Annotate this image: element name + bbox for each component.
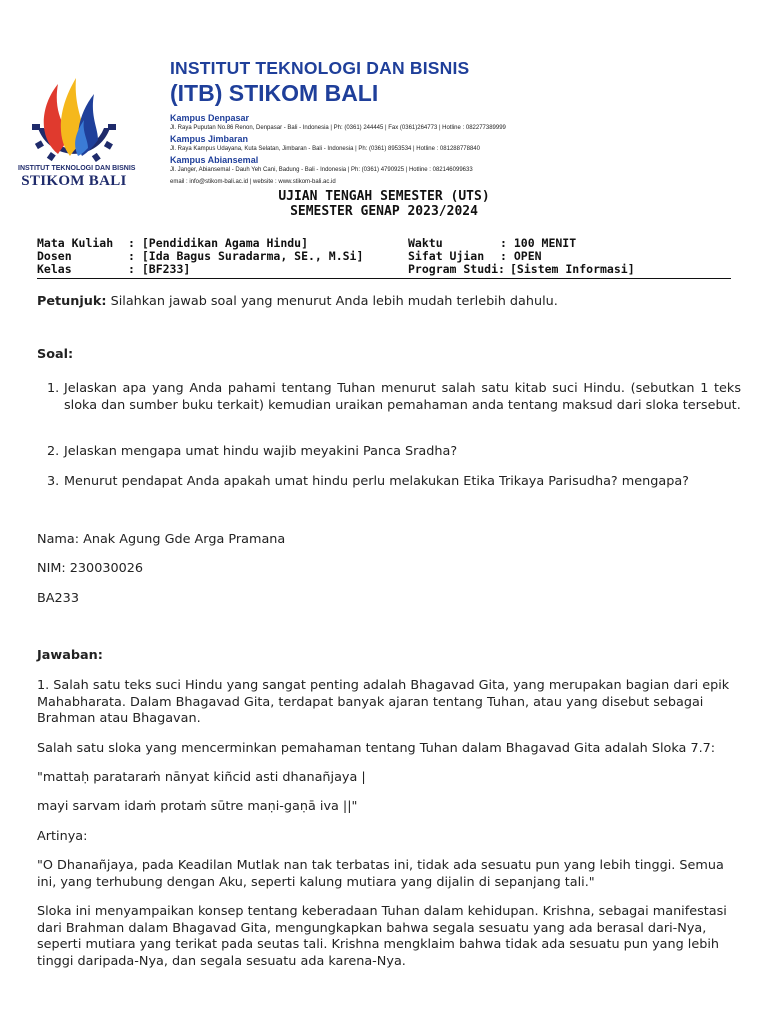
student-name: Nama: Anak Agung Gde Arga Pramana: [37, 532, 286, 547]
question-text: Jelaskan apa yang Anda pahami tentang Tuhan menurut salah satu kitab suci Hindu. (sebutkan 1 teks sloka dan sumber buku terkait) kemudian uraikan pemahaman anda tentang maksud dari sloka tersebut.: [64, 381, 741, 413]
campus-abiansemal-address: Jl. Janger, Abiansemal - Dauh Yeh Cani, Badung - Bali - Indonesia | Ph: (0361) 4790925 | Hotline : 082146099633: [170, 167, 473, 173]
waktu-label: Waktu: [408, 236, 443, 250]
campus-abiansemal-title: Kampus Abiansemal: [170, 155, 259, 165]
question-number: 2.: [47, 444, 60, 459]
petunjuk: [37, 294, 731, 311]
mata-kuliah-value: : [Pendidikan Agama Hindu]: [128, 236, 309, 250]
mata-kuliah-label: Mata Kuliah: [37, 236, 114, 250]
program-studi-value: [Sistem Informasi]: [510, 262, 635, 276]
soal-heading: Soal:: [37, 347, 74, 362]
kelas-label: Kelas: [37, 262, 72, 276]
dosen-value: : [Ida Bagus Suradarma, SE., M.Si]: [128, 249, 364, 263]
campus-jimbaran-title: Kampus Jimbaran: [170, 134, 249, 144]
question-number: 3.: [47, 474, 60, 489]
question-text: Jelaskan mengapa umat hindu wajib meyakini Panca Sradha?: [64, 444, 458, 459]
artinya-label: Artinya:: [37, 829, 88, 844]
kelas-value: : [BF233]: [128, 262, 191, 276]
question-number: 1.: [47, 381, 60, 396]
logo-caption-institute: INSTITUT TEKNOLOGI DAN BISNIS: [18, 165, 136, 172]
sloka-line-2: mayi sarvam idaṁ protaṁ sūtre maṇi-gaṇā iva ||": [37, 799, 358, 814]
campus-denpasar-address: Jl. Raya Puputan No.86 Renon, Denpasar - Bali - Indonesia | Ph: (0361) 244445 | Fax (0361)264773 | Hotline : 082277389999: [170, 125, 506, 131]
petunjuk-label: Petunjuk:: [37, 294, 107, 309]
header-divider: [37, 278, 731, 279]
student-class: BA233: [37, 591, 79, 606]
logo-caption-stikom: STIKOM BALI: [21, 173, 127, 189]
program-studi-label: Program Studi:: [408, 262, 505, 276]
exam-title-line2: SEMESTER GENAP 2023/2024: [290, 204, 478, 219]
institution-name: INSTITUT TEKNOLOGI DAN BISNIS: [170, 58, 470, 78]
exam-title: [0, 189, 768, 219]
jawaban-heading: Jawaban:: [37, 648, 103, 663]
dosen-label: Dosen: [37, 249, 72, 263]
sloka-line-1: "mattaḥ parataraṁ nānyat kiñcid asti dhanañjaya |: [37, 770, 366, 785]
petunjuk-text: Silahkan jawab soal yang menurut Anda lebih mudah terlebih dahulu.: [106, 294, 558, 309]
sloka-translation: "O Dhanañjaya, pada Keadilan Mutlak nan tak terbatas ini, tidak ada sesuatu pun yang lebih tinggi. Semua ini, yang terhubung dengan Aku, seperti kalung mutiara yang dijalin di sepanjang tali.": [37, 858, 724, 890]
student-nim: NIM: 230030026: [37, 561, 144, 576]
waktu-value: : 100 MENIT: [500, 236, 577, 250]
answer-paragraph-2: Salah satu sloka yang mencerminkan pemahaman tentang Tuhan dalam Bhagavad Gita adalah Sloka 7.7:: [37, 741, 716, 756]
campus-denpasar-title: Kampus Denpasar: [170, 113, 250, 123]
answer-paragraph-1: 1. Salah satu teks suci Hindu yang sangat penting adalah Bhagavad Gita, yang merupakan bagian dari epik Mahabharata. Dalam Bhagavad Gita, terdapat banyak ajaran tentang Tuhan, atau yang disebut sebagai Brahman atau Bhagavan.: [37, 678, 730, 726]
question-text: Menurut pendapat Anda apakah umat hindu perlu melakukan Etika Trikaya Parisudha? mengapa?: [64, 474, 689, 489]
exam-title-line1: UJIAN TENGAH SEMESTER (UTS): [278, 189, 490, 204]
answer-paragraph-3: Sloka ini menyampaikan konsep tentang keberadaan Tuhan dalam kehidupan. Krishna, sebagai manifestasi dari Brahman dalam Bhagavad Gita, mengungkapkan bahwa segala sesuatu yang ada berasal dari-Nya, seperti mutiara yang terikat pada seutas tali. Krishna mengklaim bahwa tidak ada sesuatu pun yang lebih tinggi daripada-Nya, dan segala sesuatu ada karena-Nya.: [37, 904, 727, 969]
letterhead: [0, 0, 768, 200]
institution-short-name: (ITB) STIKOM BALI: [170, 80, 379, 106]
sifat-ujian-value: : OPEN: [500, 249, 542, 263]
sifat-ujian-label: Sifat Ujian: [408, 249, 485, 263]
contact-line: email : info@stikom-bali.ac.id | website : www.stikom-bali.ac.id: [170, 179, 336, 185]
campus-jimbaran-address: Jl. Raya Kampus Udayana, Kuta Selatan, Jimbaran - Bali - Indonesia | Ph: (0361) 8953534 | Hotline : 081288778840: [170, 146, 480, 152]
